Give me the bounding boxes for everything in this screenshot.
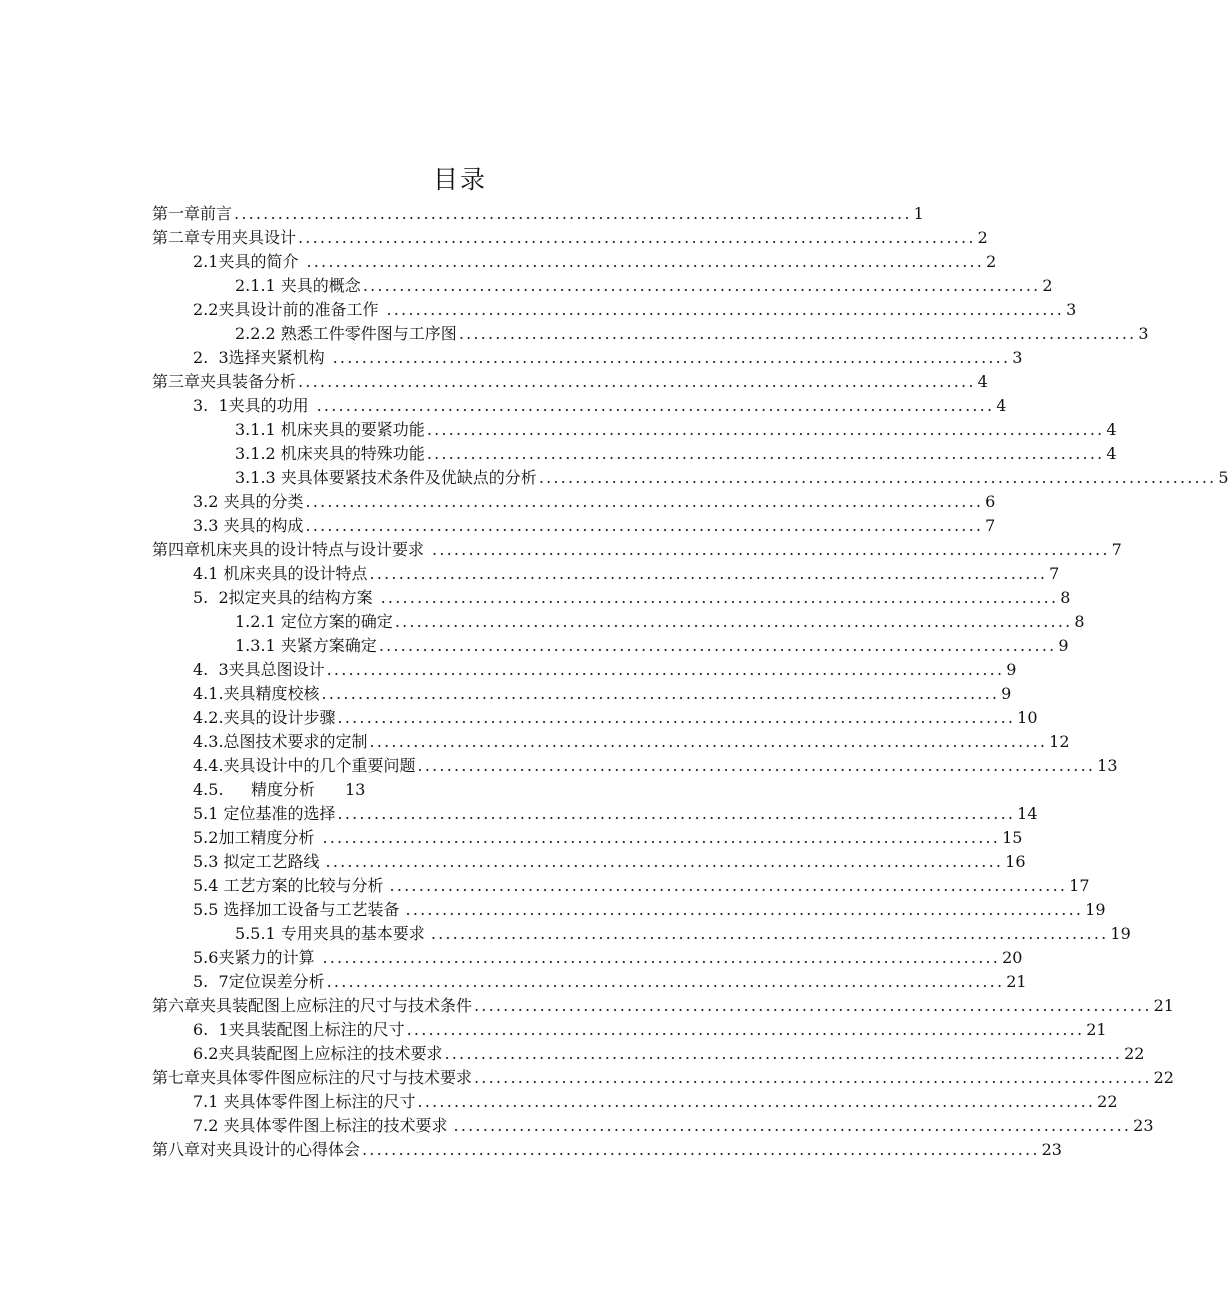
toc-page: 8 (1074, 612, 1085, 631)
toc-page: 7 (1049, 564, 1060, 583)
toc-page: 2 (1042, 276, 1053, 295)
toc-entry[interactable] (152, 850, 1026, 874)
toc-text: 7.2 夹具体零件图上标注的技术要求 (193, 1116, 448, 1135)
toc-entry[interactable] (152, 1090, 1118, 1114)
toc-text: 前言 (200, 204, 233, 223)
toc-page: 2 (977, 228, 988, 247)
toc-entry[interactable] (152, 202, 924, 226)
toc-leader: ............................................................................................. (405, 900, 1084, 919)
toc-leader: ............................................................................................. (337, 708, 1016, 727)
toc-text: 第七章夹具体零件图应标注的尺寸与技术要求 (152, 1068, 473, 1087)
toc-page: 23 (1133, 1116, 1154, 1135)
toc-leader: ............................................................................................. (453, 1116, 1132, 1135)
toc-page: 6 (985, 492, 996, 511)
toc-entry[interactable] (152, 562, 1060, 586)
toc-page: 4 (1106, 420, 1117, 439)
toc-leader: ............................................................................................. (430, 924, 1109, 943)
toc-text: 5.4 工艺方案的比较与分析 (193, 876, 384, 895)
toc-page: 16 (1005, 852, 1026, 871)
toc-entry[interactable] (152, 922, 1131, 946)
toc-number: 3. (193, 516, 209, 535)
toc-text: 1.2 机床夹具的特殊功能 (250, 444, 425, 463)
toc-leader: ............................................................................................. (362, 1140, 1040, 1159)
toc-entry[interactable] (152, 370, 988, 394)
toc-leader: ............................................................................................. (389, 876, 1068, 895)
toc-text: 1.1 机床夹具的要紧功能 (250, 420, 425, 439)
toc-text: 第八章对夹具设计的心得体会 (152, 1140, 361, 1159)
toc-text: 1.3 夹具体要紧技术条件及优缺点的分析 (250, 468, 537, 487)
toc-entry[interactable] (152, 1114, 1154, 1138)
toc-text: 1 夹具体零件图上标注的尺寸 (208, 1092, 416, 1111)
toc-leader: ............................................................................................. (322, 828, 1001, 847)
toc-leader: ............................................................................................. (378, 636, 1057, 655)
toc-page: 22 (1097, 1092, 1118, 1111)
toc-entry[interactable] (152, 1066, 1174, 1090)
toc-page: 3 (1066, 300, 1077, 319)
toc-entry[interactable] (152, 754, 1118, 778)
toc-entry[interactable] (152, 994, 1174, 1018)
toc-number: 2.2 (193, 300, 219, 319)
toc-leader: ............................................................................................. (417, 1092, 1096, 1111)
toc-entry[interactable] (152, 970, 1027, 994)
toc-leader: ............................................................................................. (298, 228, 976, 247)
toc-page: 22 (1124, 1044, 1145, 1063)
toc-text: 夹具的设计步骤 (223, 708, 336, 727)
toc-text: 第六章夹具装配图上应标注的尺寸与技术条件 (152, 996, 473, 1015)
toc-entry[interactable] (152, 538, 1122, 562)
toc-number: 5. 7 (193, 972, 229, 991)
toc-number: 5. 2 (193, 588, 229, 607)
toc-text: 1 机床夹具的设计特点 (208, 564, 368, 583)
toc-page: 10 (1017, 708, 1038, 727)
toc-leader: ............................................................................................. (362, 276, 1041, 295)
toc-number: 3. (235, 420, 251, 439)
toc-leader: ............................................................................................. (380, 588, 1059, 607)
toc-entry[interactable] (152, 514, 996, 538)
toc-text: 5.3 拟定工艺路线 (193, 852, 320, 871)
toc-leader: ............................................................................................. (305, 516, 984, 535)
toc-entry[interactable] (152, 778, 784, 802)
toc-text: 夹具总图设计 (228, 660, 325, 679)
toc-number: 6.2 (193, 1044, 219, 1063)
toc-page: 21 (1086, 1020, 1107, 1039)
toc-page: 9 (1001, 684, 1012, 703)
toc-page: 13 (345, 780, 366, 799)
toc-number: 4.1. (193, 684, 224, 703)
toc-page: 17 (1069, 876, 1090, 895)
toc-page: 4 (977, 372, 988, 391)
toc-number: 5.6 (193, 948, 219, 967)
toc-page: 15 (1002, 828, 1023, 847)
toc-page: 9 (1006, 660, 1017, 679)
toc-number: 4.2. (193, 708, 224, 727)
toc-entry[interactable] (152, 322, 1149, 346)
toc-page: 9 (1058, 636, 1069, 655)
toc-leader: ............................................................................................. (474, 1068, 1152, 1087)
toc-entry[interactable] (152, 874, 1090, 898)
toc-text: 3 夹具的构成 (208, 516, 304, 535)
toc-leader: ............................................................................................. (426, 444, 1105, 463)
toc-entry[interactable] (152, 658, 1017, 682)
toc-text: 夹具装配图上应标注的技术要求 (218, 1044, 443, 1063)
toc-leader: ............................................................................................. (322, 948, 1001, 967)
toc-page: 5 (1218, 468, 1229, 487)
toc-leader: ............................................................................................. (458, 324, 1137, 343)
toc-leader: ............................................................................................. (406, 1020, 1085, 1039)
toc-leader: ............................................................................................. (316, 396, 995, 415)
toc-entry[interactable] (152, 634, 1069, 658)
toc-text: 精度分析 (251, 780, 316, 799)
toc-leader: ............................................................................................. (234, 204, 912, 223)
toc-leader: ............................................................................................. (326, 660, 1005, 679)
toc-page: 21 (1153, 996, 1174, 1015)
toc-page: 4 (1106, 444, 1117, 463)
toc-number: 6. 1 (193, 1020, 229, 1039)
toc-entry[interactable] (152, 442, 1117, 466)
toc-page: 14 (1017, 804, 1038, 823)
toc-leader: ............................................................................................. (332, 348, 1011, 367)
toc-number: 第一章 (152, 204, 201, 223)
toc-number: 1.3. (235, 636, 266, 655)
toc-number: 4.3. (193, 732, 224, 751)
toc-page: 7 (1111, 540, 1122, 559)
toc-text: 选择夹紧机构 (228, 348, 325, 367)
toc-leader: ............................................................................................. (432, 540, 1110, 559)
toc-number: 2. 3 (193, 348, 229, 367)
toc-entry[interactable] (152, 490, 996, 514)
toc-entry[interactable] (152, 394, 1007, 418)
toc-entry[interactable] (152, 466, 1229, 490)
toc-text: 夹具的简介 (218, 252, 299, 271)
toc-entry[interactable] (152, 826, 1023, 850)
toc-text: 2.2 熟悉工件零件图与工序图 (250, 324, 457, 343)
toc-entry[interactable] (152, 418, 1117, 442)
toc-text: 第二章专用夹具设计 (152, 228, 297, 247)
page-title: 目录 (432, 165, 487, 194)
toc-text: 1 夹紧方案确定 (265, 636, 377, 655)
toc-number: 5. (193, 804, 209, 823)
toc-entry[interactable] (152, 298, 1077, 322)
toc-entry[interactable] (152, 898, 1106, 922)
toc-page: 19 (1085, 900, 1106, 919)
toc-leader: ............................................................................................. (305, 492, 984, 511)
toc-number: 3. (235, 444, 251, 463)
toc-leader: ............................................................................................. (444, 1044, 1123, 1063)
toc-page: 8 (1060, 588, 1071, 607)
toc-leader: ............................................................................................. (394, 612, 1073, 631)
toc-page: 13 (1097, 756, 1118, 775)
toc-leader: ............................................................................................. (369, 732, 1048, 751)
toc-leader: ............................................................................................. (417, 756, 1096, 775)
toc-text: 夹紧力的计算 (218, 948, 315, 967)
toc-number: 3. 1 (193, 396, 229, 415)
toc-page: 3 (1138, 324, 1149, 343)
toc-entry[interactable] (152, 706, 1038, 730)
toc-entry[interactable] (152, 586, 1071, 610)
toc-leader: ............................................................................................. (426, 420, 1105, 439)
toc-entry[interactable] (152, 1138, 1062, 1162)
toc-entry[interactable] (152, 946, 1023, 970)
toc-page: 21 (1006, 972, 1027, 991)
toc-leader: ............................................................................................. (325, 852, 1004, 871)
toc-number: 4.4. (193, 756, 224, 775)
toc-page: 22 (1153, 1068, 1174, 1087)
toc-text: 1 定位基准的选择 (208, 804, 336, 823)
toc-text: 5.5.1 专用夹具的基本要求 (235, 924, 425, 943)
toc-text: 3.2 夹具的分类 (193, 492, 304, 511)
toc-page: 7 (985, 516, 996, 535)
toc-text: 总图技术要求的定制 (223, 732, 368, 751)
toc-page: 4 (996, 396, 1007, 415)
toc-leader: ............................................................................................. (298, 372, 976, 391)
toc-text: 5.5 选择加工设备与工艺装备 (193, 900, 400, 919)
toc-entry[interactable] (152, 1018, 1107, 1042)
toc-entry[interactable] (152, 610, 1085, 634)
toc-leader: ............................................................................................. (321, 684, 1000, 703)
toc-number: 3. (235, 468, 251, 487)
toc-text: 机床夹具的设计特点与设计要求 (200, 540, 425, 559)
toc-leader: ............................................................................................. (306, 252, 985, 271)
toc-entry[interactable] (152, 346, 1023, 370)
toc-number: 第四章 (152, 540, 201, 559)
toc-page: 19 (1110, 924, 1131, 943)
toc-number: 5.2 (193, 828, 219, 847)
toc-page: 1 (913, 204, 924, 223)
toc-text: 加工精度分析 (218, 828, 315, 847)
toc-number: 2.1 (193, 252, 219, 271)
toc-entry[interactable] (152, 1042, 1145, 1066)
toc-text: 夹具精度校核 (223, 684, 320, 703)
toc-text: 夹具设计中的几个重要问题 (223, 756, 416, 775)
toc-entry[interactable] (152, 730, 1070, 754)
toc-leader: ............................................................................................. (538, 468, 1217, 487)
toc-number: 1.2. (235, 612, 266, 631)
toc-text: 夹具装配图上标注的尺寸 (228, 1020, 405, 1039)
toc-page: 12 (1049, 732, 1070, 751)
toc-leader: ............................................................................................. (474, 996, 1152, 1015)
toc-number: 4. 3 (193, 660, 229, 679)
toc-number: 2. (235, 324, 251, 343)
toc-leader: ............................................................................................. (386, 300, 1065, 319)
toc-page: 2 (986, 252, 997, 271)
toc-number: 4. (193, 564, 209, 583)
toc-leader: ............................................................................................. (369, 564, 1048, 583)
toc-text: 第三章夹具装备分析 (152, 372, 297, 391)
table-of-contents (152, 202, 1229, 1162)
toc-entry[interactable] (152, 274, 1053, 298)
toc-page: 3 (1012, 348, 1023, 367)
toc-entry[interactable] (152, 682, 1012, 706)
toc-entry[interactable] (152, 250, 997, 274)
toc-leader: ............................................................................................. (337, 804, 1016, 823)
toc-number: 2. (235, 276, 251, 295)
toc-page: 23 (1041, 1140, 1062, 1159)
toc-text: 夹具设计前的准备工作 (218, 300, 379, 319)
toc-text: 1 定位方案的确定 (265, 612, 393, 631)
toc-number: 7. (193, 1092, 209, 1111)
toc-number: 4.5. (193, 780, 224, 799)
toc-text: 1.1 夹具的概念 (250, 276, 361, 295)
toc-entry[interactable] (152, 226, 988, 250)
toc-page: 20 (1002, 948, 1023, 967)
toc-entry[interactable] (152, 802, 1038, 826)
toc-text: 拟定夹具的结构方案 (228, 588, 373, 607)
toc-text: 定位误差分析 (228, 972, 325, 991)
toc-text: 夹具的功用 (228, 396, 309, 415)
toc-leader: ............................................................................................. (326, 972, 1005, 991)
